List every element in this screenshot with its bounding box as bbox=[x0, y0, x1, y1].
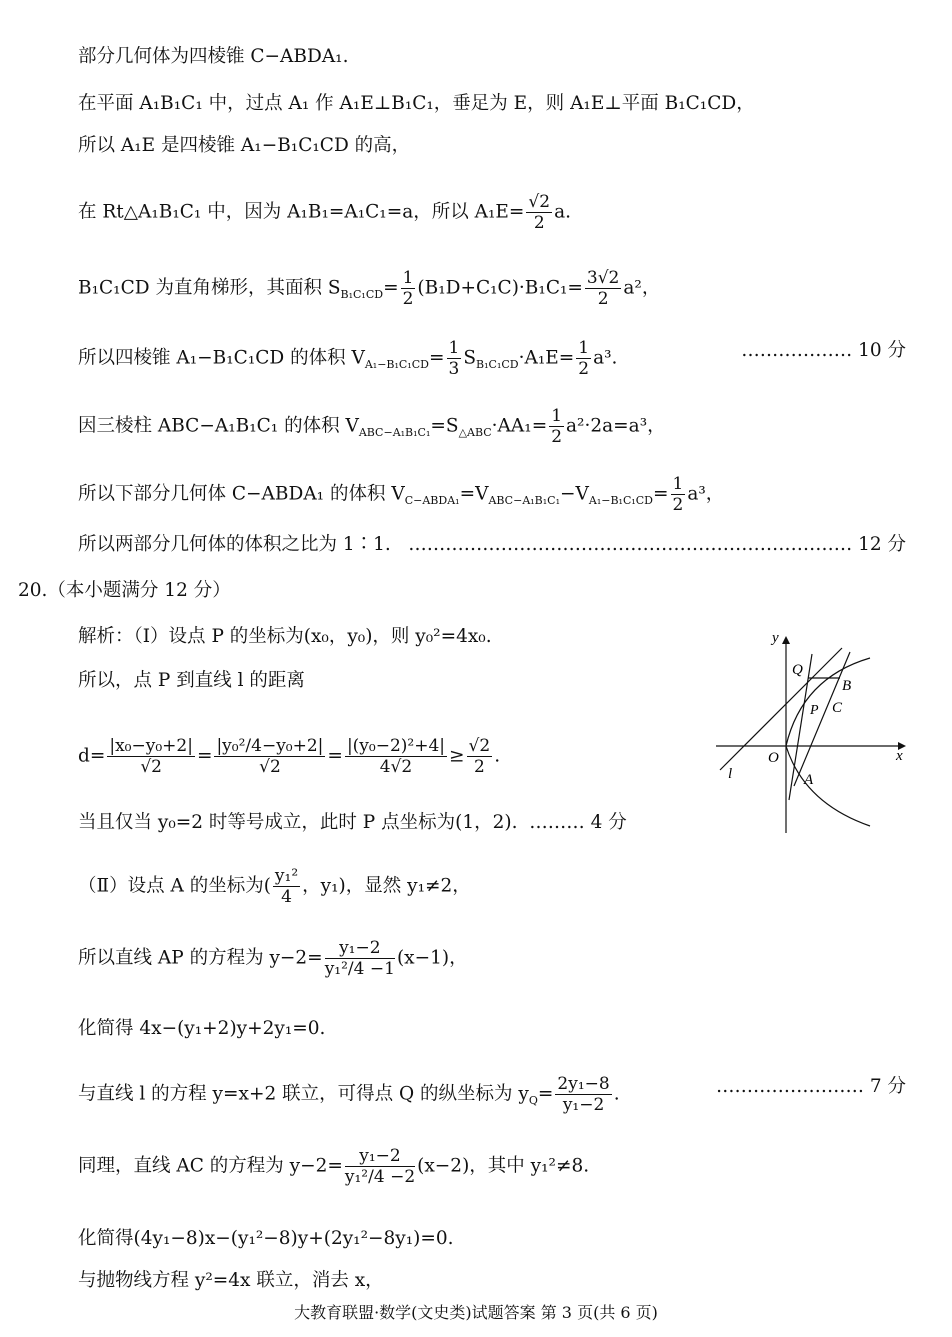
text-segment: B₁C₁CD 为直角梯形，其面积 S bbox=[78, 277, 341, 299]
numerator: y₁² bbox=[274, 866, 299, 886]
denominator: y₁²/4 −1 bbox=[324, 959, 395, 979]
text-segment: . bbox=[494, 745, 501, 767]
text-segment: (x−1)， bbox=[396, 947, 468, 969]
subscript: △ABC bbox=[458, 426, 492, 440]
text-line: 化简得(4y₁−8)x−(y₁²−8)y+(2y₁²−8y₁)=0. bbox=[78, 1228, 454, 1249]
text-segment: a. bbox=[554, 201, 571, 223]
line-l bbox=[720, 648, 842, 770]
subscript: B₁C₁CD bbox=[476, 358, 519, 372]
text-line bbox=[78, 192, 571, 233]
text-line: 所以，点 P 到直线 l 的距离 bbox=[78, 670, 305, 691]
text-segment: a³， bbox=[687, 483, 725, 505]
label-x: x bbox=[896, 748, 903, 764]
text-line: 与抛物线方程 y²=4x 联立，消去 x， bbox=[78, 1270, 384, 1291]
text-line: 在平面 A₁B₁C₁ 中，过点 A₁ 作 A₁E⊥B₁C₁，垂足为 E，则 A₁E⊥平面 B₁C₁CD， bbox=[78, 93, 755, 114]
text-segment: . bbox=[613, 1083, 620, 1105]
denominator: 2 bbox=[578, 359, 590, 379]
text-segment: ·A₁E= bbox=[518, 347, 575, 369]
text-segment: 所以下部分几何体 C−ABDA₁ 的体积 V bbox=[78, 483, 405, 505]
label-l: l bbox=[728, 766, 733, 782]
text-segment: = bbox=[429, 347, 445, 369]
text-line bbox=[78, 810, 627, 836]
subscript: ABC−A₁B₁C₁ bbox=[488, 494, 560, 508]
label-b: B bbox=[842, 678, 852, 694]
text-segment: −V bbox=[560, 483, 589, 505]
text-segment: a³. bbox=[593, 347, 618, 369]
text-line bbox=[78, 866, 471, 907]
text-segment: (x−2)，其中 y₁²≠8. bbox=[417, 1155, 590, 1177]
numerator: y₁−2 bbox=[325, 938, 395, 959]
text-segment: 当且仅当 y₀=2 时等号成立，此时 P 点坐标为(1，2). bbox=[78, 812, 518, 833]
text-segment: 因三棱柱 ABC−A₁B₁C₁ 的体积 V bbox=[78, 415, 359, 437]
fraction bbox=[671, 474, 686, 515]
text-line bbox=[78, 406, 666, 447]
text-line: 解析：（Ⅰ）设点 P 的坐标为(x₀，y₀)，则 y₀²=4x₀. bbox=[78, 626, 492, 647]
label-p: P bbox=[810, 703, 819, 718]
fraction bbox=[576, 338, 591, 379]
fraction bbox=[325, 938, 395, 979]
subscript: ABC−A₁B₁C₁ bbox=[358, 426, 431, 440]
page-footer: 大教育联盟·数学(文史类)试题答案 第 3 页(共 6 页) bbox=[294, 1303, 658, 1322]
text-line: 化简得 4x−(y₁+2)y+2y₁=0. bbox=[78, 1018, 326, 1039]
y-axis-arrow bbox=[782, 636, 790, 644]
text-segment: 在 Rt△A₁B₁C₁ 中，因为 A₁B₁=A₁C₁=a，所以 A₁E= bbox=[78, 201, 525, 223]
denominator: 2 bbox=[473, 757, 485, 777]
fraction bbox=[214, 736, 325, 777]
text-segment: =V bbox=[459, 483, 489, 505]
text-line bbox=[78, 474, 724, 515]
text-line bbox=[78, 338, 617, 379]
text-line: 部分几何体为四棱锥 C−ABDA₁. bbox=[78, 46, 349, 67]
subscript: B₁C₁CD bbox=[340, 288, 384, 302]
fraction bbox=[585, 268, 621, 309]
text-segment: d= bbox=[78, 745, 106, 767]
text-segment: S bbox=[463, 347, 477, 369]
text-line: 所以 A₁E 是四棱锥 A₁−B₁C₁CD 的高， bbox=[78, 135, 411, 156]
denominator: 2 bbox=[402, 289, 414, 309]
text-line bbox=[78, 736, 500, 777]
label-a: A bbox=[804, 772, 814, 788]
denominator: 2 bbox=[551, 427, 563, 447]
text-segment: a²， bbox=[623, 277, 661, 299]
fraction bbox=[273, 866, 300, 907]
numerator: 1 bbox=[402, 268, 414, 288]
numerator: |x₀−y₀+2| bbox=[109, 736, 193, 756]
numerator: 3√2 bbox=[586, 268, 620, 288]
denominator: 3 bbox=[448, 359, 460, 379]
subscript: A₁−B₁C₁CD bbox=[364, 358, 429, 372]
fraction bbox=[345, 1146, 415, 1187]
geometry-figure bbox=[712, 628, 912, 838]
numerator: √2 bbox=[468, 736, 491, 756]
text-segment: 所以直线 AP 的方程为 y−2= bbox=[78, 947, 323, 969]
label-o: O bbox=[768, 750, 779, 766]
numerator: 1 bbox=[551, 406, 563, 426]
text-line bbox=[78, 938, 468, 979]
text-segment: ，y₁)，显然 y₁≠2， bbox=[302, 875, 471, 897]
fraction bbox=[107, 736, 195, 777]
label-c: C bbox=[832, 700, 843, 716]
fraction bbox=[549, 406, 564, 447]
fraction bbox=[401, 268, 416, 309]
numerator: y₁−2 bbox=[345, 1146, 415, 1167]
denominator: 2 bbox=[533, 213, 545, 233]
text-segment: = bbox=[537, 1083, 554, 1105]
subscript: A₁−B₁C₁CD bbox=[588, 494, 654, 508]
text-segment: = bbox=[327, 745, 343, 767]
numerator: 2y₁−8 bbox=[557, 1074, 610, 1094]
fraction bbox=[526, 192, 552, 233]
denominator: √2 bbox=[140, 757, 162, 777]
fraction bbox=[467, 736, 493, 777]
numerator: √2 bbox=[528, 192, 551, 212]
text-segment: = bbox=[653, 483, 669, 505]
score-marker: …………………… 7 分 bbox=[715, 1076, 906, 1097]
score-marker: ……………… 10 分 bbox=[741, 340, 906, 361]
text-segment: 同理，直线 AC 的方程为 y−2= bbox=[78, 1155, 343, 1177]
subscript: C−ABDA₁ bbox=[404, 494, 460, 508]
fraction bbox=[447, 338, 462, 379]
label-q: Q bbox=[792, 662, 803, 678]
text-segment: ·AA₁= bbox=[491, 415, 548, 437]
numerator: |y₀²/4−y₀+2| bbox=[216, 736, 324, 756]
denominator: 4√2 bbox=[379, 757, 413, 777]
numerator: 1 bbox=[672, 474, 684, 494]
text-segment: (B₁D+C₁C)·B₁C₁= bbox=[417, 277, 583, 299]
denominator: y₁²/4 −2 bbox=[344, 1167, 416, 1187]
score-marker: ……… 4 分 bbox=[529, 812, 627, 833]
text-line bbox=[78, 1146, 589, 1187]
text-line bbox=[78, 1074, 620, 1115]
fraction bbox=[555, 1074, 611, 1115]
text-segment: a²·2a=a³， bbox=[566, 415, 666, 437]
text-segment: 与直线 l 的方程 y=x+2 联立，可得点 Q 的纵坐标为 y bbox=[78, 1083, 529, 1105]
text-segment: ≥ bbox=[449, 745, 465, 767]
fraction bbox=[345, 736, 447, 777]
denominator: √2 bbox=[259, 757, 281, 777]
numerator: 1 bbox=[578, 338, 590, 358]
numerator: 1 bbox=[448, 338, 460, 358]
text-segment: = bbox=[383, 277, 399, 299]
denominator: y₁−2 bbox=[562, 1095, 605, 1115]
denominator: 2 bbox=[672, 495, 684, 515]
text-line bbox=[78, 268, 660, 309]
text-segment: （Ⅱ）设点 A 的坐标为( bbox=[78, 875, 271, 897]
question-header: 20.（本小题满分 12 分） bbox=[18, 580, 231, 601]
label-y: y bbox=[772, 630, 779, 646]
score-marker: ……………………………………………………………… 12 分 bbox=[408, 534, 906, 555]
numerator: |(y₀−2)²+4| bbox=[346, 736, 446, 756]
text-segment: 所以四棱锥 A₁−B₁C₁CD 的体积 V bbox=[78, 347, 365, 369]
text-segment: =S bbox=[430, 415, 459, 437]
denominator: 4 bbox=[281, 887, 292, 907]
text-line: 所以两部分几何体的体积之比为 1∶1. bbox=[78, 534, 391, 555]
text-segment: = bbox=[196, 745, 213, 767]
subscript: Q bbox=[528, 1094, 538, 1108]
denominator: 2 bbox=[597, 289, 609, 309]
